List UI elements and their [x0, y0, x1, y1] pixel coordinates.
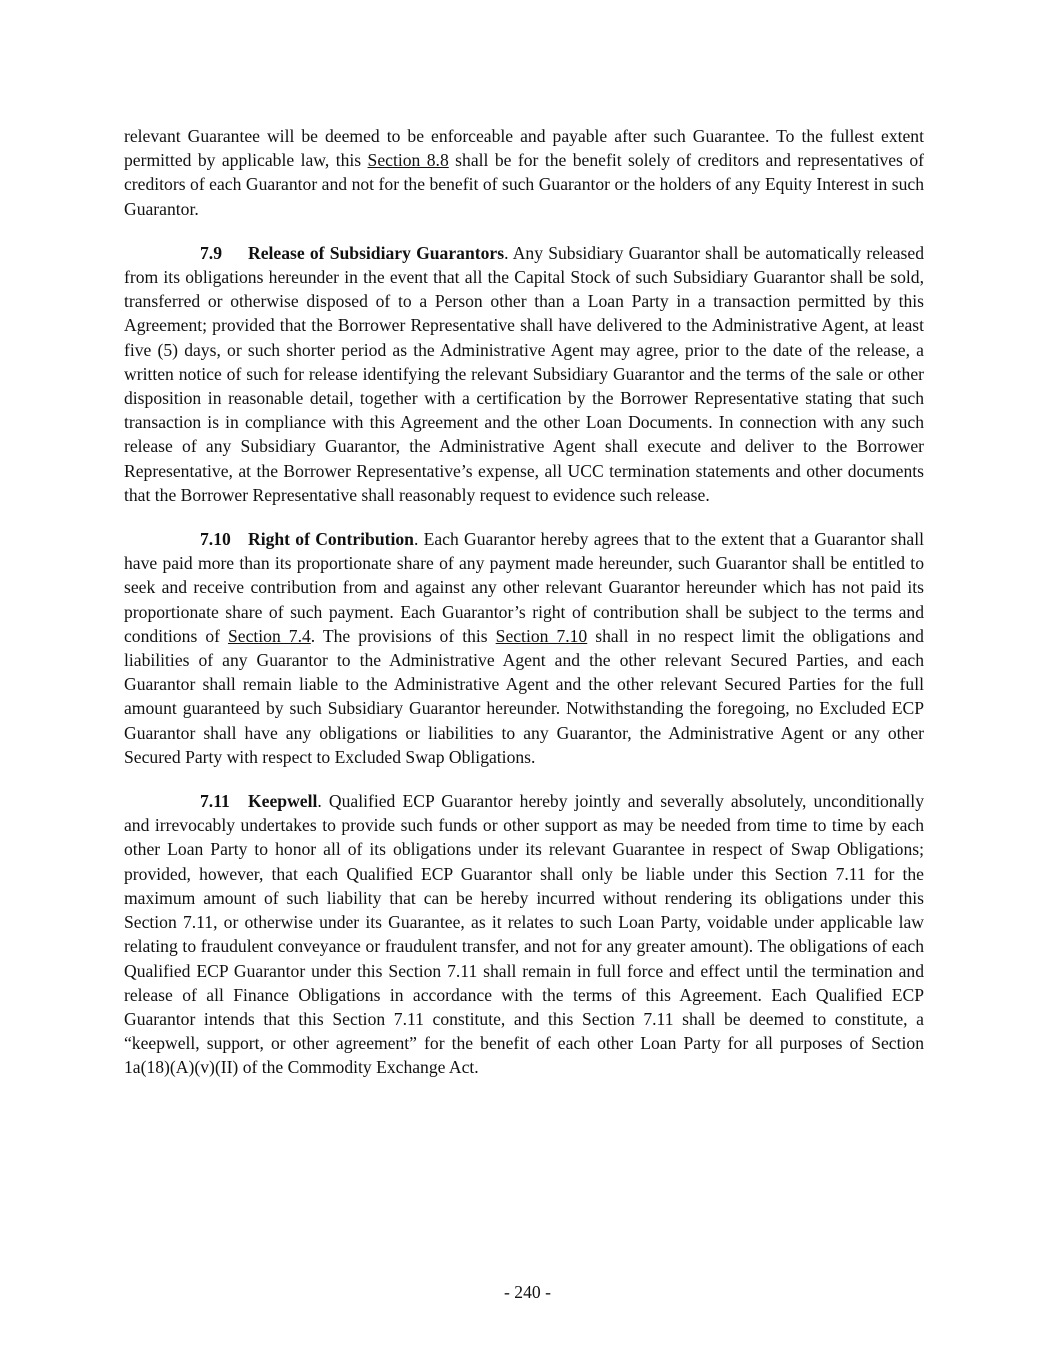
document-page	[124, 124, 924, 1100]
section-title: Keepwell	[248, 791, 318, 812]
cross-reference-section-7-4: Section 7.4	[227, 625, 311, 646]
section-title: Right of Contribution	[248, 529, 414, 550]
cross-reference-section-8-8: Section 8.8	[367, 150, 449, 171]
section-7-9-paragraph: 7.9 Release of Subsidiary Guarantors. Any Subsidiary Guarantor shall be automatically released from its obligations hereunder in the event that all the Capital Stock of such Subsidiary Guarantor shall be sold, transferred or otherwise disposed of to a Person other than a Loan Party in a transaction permitted by this Agreement; provided that the Borrower Representative shall have delivered to the Administrative Agent, at least five (5) days, or such shorter period as the Administrative Agent may agree, prior to the date of the release, a written notice of such for release identifying the relevant Subsidiary Guarantor and the terms of the sale or other disposition in reasonable detail, together with a certification by the Borrower Representative stating that such transaction is in compliance with this Agreement and the other Loan Documents. In connection with any such release of any Subsidiary Guarantor, the Administrative Agent shall execute and deliver to the Borrower Representative, at the Borrower Representative’s expense, all UCC termination statements and other documents that the Borrower Representative shall reasonably request to evidence such release.	[124, 242, 924, 505]
section-title: Release of Subsidiary Guarantors	[248, 242, 505, 263]
paragraph-intro-continuation: relevant Guarantee will be deemed to be enforceable and payable after such Guarantee. To the fullest extent permitted by applicable law, this Section 8.8 shall be for the benefit solely of creditors and representatives of creditors of each Guarantor and not for the benefit of such Guarantor or the holders of any Equity Interest in such Guarantor.	[124, 126, 924, 219]
section-number: 7.11	[200, 791, 230, 812]
page-number: - 240 -	[504, 1282, 551, 1302]
section-7-11-paragraph: 7.11 Keepwell. Qualified ECP Guarantor hereby jointly and severally absolutely, unconditionally and irrevocably undertakes to provide such funds or other support as may be needed from time to time by each other Loan Party to honor all of its obligations under its relevant Guarantee in respect of Swap Obligations; provided, however, that each Qualified ECP Guarantor shall only be liable under this Section 7.11 for the maximum amount of such liability that can be hereby incurred without rendering its obligations under this Section 7.11, or otherwise under its Guarantee, as it relates to such Loan Party, voidable under applicable law relating to fraudulent conveyance or fraudulent transfer, and not for any greater amount). The obligations of each Qualified ECP Guarantor under this Section 7.11 shall remain in full force and effect until the termination and release of all Finance Obligations in accordance with the terms of this Agreement. Each Qualified ECP Guarantor intends that this Section 7.11 constitute, and this Section 7.11 shall be deemed to constitute, a “keepwell, support, or other agreement” for the benefit of each other Loan Party for all purposes of Section 1a(18)(A)(v)(II) of the Commodity Exchange Act.	[124, 791, 924, 1078]
section-7-10-paragraph: 7.10 Right of Contribution. Each Guarantor hereby agrees that to the extent that a Guarantor shall have paid more than its proportionate share of any payment made hereunder, such Guarantor shall be entitled to seek and receive contribution from and against any other relevant Guarantor hereunder which has not paid its proportionate share of such payment. Each Guarantor’s right of contribution shall be subject to the terms and conditions of Section 7.4. The provisions of this Section 7.10 shall in no respect limit the obligations and liabilities of any Guarantor to the Administrative Agent and the other relevant Secured Parties, and each Guarantor shall remain liable to the Administrative Agent and the other relevant Secured Parties for the full amount guaranteed by such Subsidiary Guarantor hereunder. Notwithstanding the foregoing, no Excluded ECP Guarantor shall have any obligations or liabilities to any Guarantor, the Administrative Agent or any other Secured Party with respect to Excluded Swap Obligations.	[124, 529, 924, 767]
cross-reference-section-7-10: Section 7.10	[495, 625, 588, 646]
section-number: 7.10	[200, 529, 231, 550]
section-number: 7.9	[200, 242, 222, 263]
